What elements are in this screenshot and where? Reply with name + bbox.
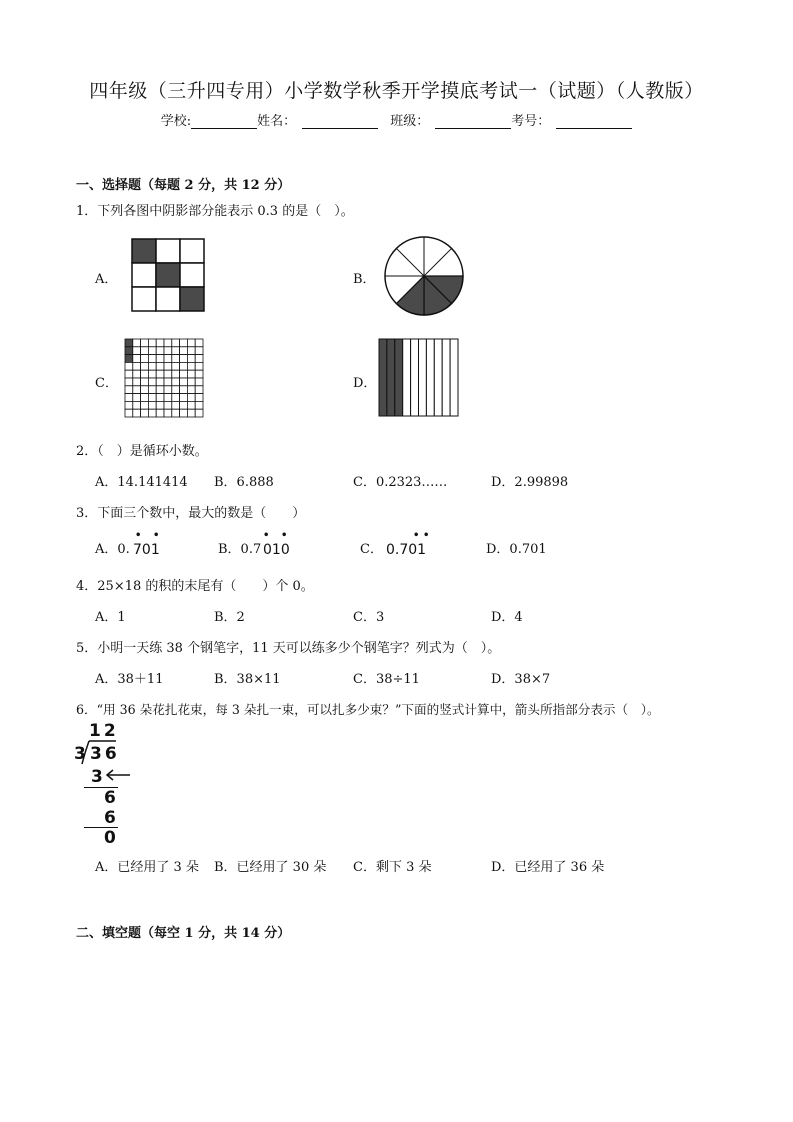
hundred-grid-cell [156,386,164,394]
q3-c-digits: 0.701 [386,542,427,558]
hundred-grid-cell [195,386,203,394]
hundred-grid-cell [141,355,149,363]
hundred-grid-cell [195,409,203,417]
q1-figure-d-strips [378,338,460,418]
repeat-dot-marker: • [413,530,420,541]
hundred-grid-cell [156,362,164,370]
strip-shaded [395,339,403,416]
hundred-grid-cell [133,339,141,347]
class-label: 班级： [390,114,430,129]
hundred-grid-cell [195,401,203,409]
hundred-grid-cell [125,370,133,378]
division-dividend: 36 [90,744,120,764]
q3-stem: 3．下面三个数中，最大的数是（ ） [76,506,306,521]
q3-b-label: B．0.7 [218,542,262,557]
division-rem2: 0 [104,828,116,848]
hundred-grid-cell [180,401,188,409]
hundred-grid-cell [141,339,149,347]
hundred-grid-cell [141,347,149,355]
hundred-grid-cell [125,409,133,417]
hundred-grid-cell [187,355,195,363]
hundred-grid-cell [195,339,203,347]
hundred-grid-cell [156,378,164,386]
hundred-grid-cell [156,339,164,347]
hundred-grid-cell [180,347,188,355]
q6-stem: 6．“用 36 朵花扎花束，每 3 朵扎一束，可以扎多少束？”下面的竖式计算中，箭头所指部分表示（ ）。 [76,702,660,717]
section2-heading: 二、填空题（每空 1 分，共 14 分） [76,926,291,941]
q3-c-label: C． [360,542,383,557]
q2-option-d[interactable]: D．2.99898 [491,475,569,490]
division-step2: 6 [104,808,116,828]
hundred-grid-cell [180,355,188,363]
hundred-grid-cell [172,378,180,386]
hundred-grid-cell [164,362,172,370]
hundred-grid-cell [156,409,164,417]
hundred-grid-cell [172,386,180,394]
hundred-grid-cell [180,362,188,370]
hundred-grid-cell [148,386,156,394]
grid-cell-shaded [180,287,204,311]
q1-option-c[interactable]: C． [95,376,118,391]
school-label: 学校: [160,114,192,129]
page-title: 四年级（三升四专用）小学数学秋季开学摸底考试一（试题）（人教版） [89,80,704,102]
hundred-grid-cell [133,378,141,386]
repeat-dot-marker: • [281,530,288,541]
strip [403,339,411,416]
arrow-left-icon [104,767,132,783]
q2-option-c[interactable]: C．0.2323…… [353,475,448,490]
hundred-grid-cell [187,339,195,347]
hundred-grid-cell [195,370,203,378]
q5-option-a[interactable]: A．38＋11 [95,672,164,687]
hundred-grid-cell [172,362,180,370]
hundred-grid-cell [172,339,180,347]
name-blank[interactable] [302,114,378,129]
hundred-grid-cell [133,370,141,378]
hundred-grid-cell [172,409,180,417]
q3-a-label: A．0. [95,542,130,557]
hundred-grid-cell [187,362,195,370]
hundred-grid-cell [180,386,188,394]
exam-no-blank[interactable] [556,114,632,129]
hundred-grid-cell [180,394,188,402]
strip [442,339,450,416]
q1-figure-c-hundred-grid [124,338,204,418]
division-step1: 3 [91,767,103,787]
hundred-grid-cell [148,378,156,386]
hundred-grid-cell [187,394,195,402]
division-quotient: 12 [89,721,119,741]
division-divisor: 3 [74,744,86,764]
q5-option-b[interactable]: B．38×11 [214,672,281,687]
hundred-grid-cell [148,401,156,409]
q2-stem: 2．（ ）是循环小数。 [76,444,208,459]
hundred-grid-cell [125,394,133,402]
hundred-grid-cell [172,347,180,355]
grid-cell [132,263,156,287]
q1-option-a[interactable]: A． [95,272,118,287]
hundred-grid-cell [125,401,133,409]
q4-option-c[interactable]: C．3 [353,610,385,625]
hundred-grid-cell [187,401,195,409]
q3-option-b[interactable] [218,538,261,557]
q5-stem: 5．小明一天练 38 个钢笔字，11 天可以练多少个钢笔字？列式为（ ）。 [76,641,501,656]
hundred-grid-cell [141,401,149,409]
hundred-grid-cell [156,355,164,363]
hundred-grid-cell [187,386,195,394]
hundred-grid-cell-shaded [125,347,133,355]
hundred-grid-cell [133,347,141,355]
q4-option-d[interactable]: D．4 [491,610,523,625]
strip [434,339,442,416]
class-blank[interactable] [435,114,511,129]
q4-option-a[interactable]: A．1 [95,610,126,625]
q1-figure-a-grid [131,238,207,314]
hundred-grid-cell [125,362,133,370]
hundred-grid-cell [164,394,172,402]
hundred-grid-cell [141,362,149,370]
hundred-grid-cell [172,394,180,402]
q1-figure-b-circle [382,234,466,318]
hundred-grid-cell [133,386,141,394]
q3-option-d[interactable]: D．0.701 [486,542,547,557]
hundred-grid-cell [148,370,156,378]
hundred-grid-cell [195,355,203,363]
q3-option-a[interactable] [95,538,130,557]
hundred-grid-cell [141,409,149,417]
hundred-grid-cell [141,370,149,378]
grid-cell [132,287,156,311]
division-bracket [80,740,120,766]
hundred-grid-cell-shaded [125,339,133,347]
q3-option-c[interactable] [360,538,383,557]
hundred-grid-cell [164,386,172,394]
hundred-grid-cell [164,347,172,355]
grid-cell [180,263,204,287]
grid-cell [156,239,180,263]
school-blank[interactable] [191,114,257,129]
repeat-dot-marker: • [263,530,270,541]
repeat-dot-marker: • [135,530,142,541]
hundred-grid-cell [195,378,203,386]
hundred-grid-cell [172,401,180,409]
student-info-line [0,110,793,129]
hundred-grid-cell [141,378,149,386]
q4-option-b[interactable]: B．2 [214,610,245,625]
q3-a-digits: 701 [133,542,160,558]
q1-stem: 1．下列各图中阴影部分能表示 0.3 的是（ ）。 [76,204,354,219]
name-label: 姓名： [257,114,297,129]
q6-option-c[interactable]: C．剩下 3 朵 [353,860,432,875]
hundred-grid-cell [156,347,164,355]
section1-heading: 一、选择题（每题 2 分，共 12 分） [76,178,291,193]
hundred-grid-cell [148,362,156,370]
hundred-grid-cell [195,394,203,402]
division-rem1: 6 [104,788,116,808]
hundred-grid-cell [148,347,156,355]
q2-option-a[interactable]: A．14.141414 [95,475,188,490]
hundred-grid-cell [164,409,172,417]
hundred-grid-cell-shaded [125,355,133,363]
hundred-grid-cell [187,409,195,417]
strip-shaded [379,339,387,416]
q5-option-d[interactable]: D．38×7 [491,672,551,687]
hundred-grid-cell [180,409,188,417]
q1-option-d[interactable]: D． [353,376,377,391]
repeat-dot-marker: • [423,530,430,541]
hundred-grid-cell [187,370,195,378]
hundred-grid-cell [141,394,149,402]
hundred-grid-cell [133,362,141,370]
grid-cell [180,239,204,263]
q3-b-digits: 010 [263,542,290,558]
exam-no-label: 考号： [511,114,551,129]
repeat-dot-marker: • [153,530,160,541]
hundred-grid-cell [187,378,195,386]
hundred-grid-cell [148,394,156,402]
q1-option-b[interactable]: B． [353,272,376,287]
hundred-grid-cell [164,339,172,347]
q6-option-d[interactable]: D．已经用了 36 朵 [491,860,605,875]
strip-shaded [387,339,395,416]
q5-option-c[interactable]: C．38÷11 [353,672,420,687]
q6-option-b[interactable]: B．已经用了 30 朵 [214,860,327,875]
grid-cell-shaded [132,239,156,263]
hundred-grid-cell [156,370,164,378]
hundred-grid-cell [156,394,164,402]
hundred-grid-cell [164,378,172,386]
q4-stem: 4．25×18 的积的末尾有（ ）个 0。 [76,579,314,594]
hundred-grid-cell [187,347,195,355]
hundred-grid-cell [172,355,180,363]
strip [426,339,434,416]
hundred-grid-cell [125,386,133,394]
hundred-grid-cell [180,339,188,347]
hundred-grid-cell [180,370,188,378]
hundred-grid-cell [133,355,141,363]
hundred-grid-cell [133,401,141,409]
grid-cell-shaded [156,263,180,287]
hundred-grid-cell [180,378,188,386]
hundred-grid-cell [195,347,203,355]
strip [419,339,427,416]
hundred-grid-cell [164,370,172,378]
hundred-grid-cell [141,386,149,394]
grid-cell [156,287,180,311]
hundred-grid-cell [133,409,141,417]
hundred-grid-cell [164,355,172,363]
hundred-grid-cell [156,401,164,409]
hundred-grid-cell [133,394,141,402]
hundred-grid-cell [148,355,156,363]
circle-sector-shaded [396,276,424,315]
strip [411,339,419,416]
q6-option-a[interactable]: A．已经用了 3 朵 [95,860,199,875]
strip [450,339,458,416]
hundred-grid-cell [164,401,172,409]
q2-option-b[interactable]: B．6.888 [214,475,274,490]
hundred-grid-cell [172,370,180,378]
hundred-grid-cell [148,339,156,347]
hundred-grid-cell [125,378,133,386]
hundred-grid-cell [148,409,156,417]
hundred-grid-cell [195,362,203,370]
